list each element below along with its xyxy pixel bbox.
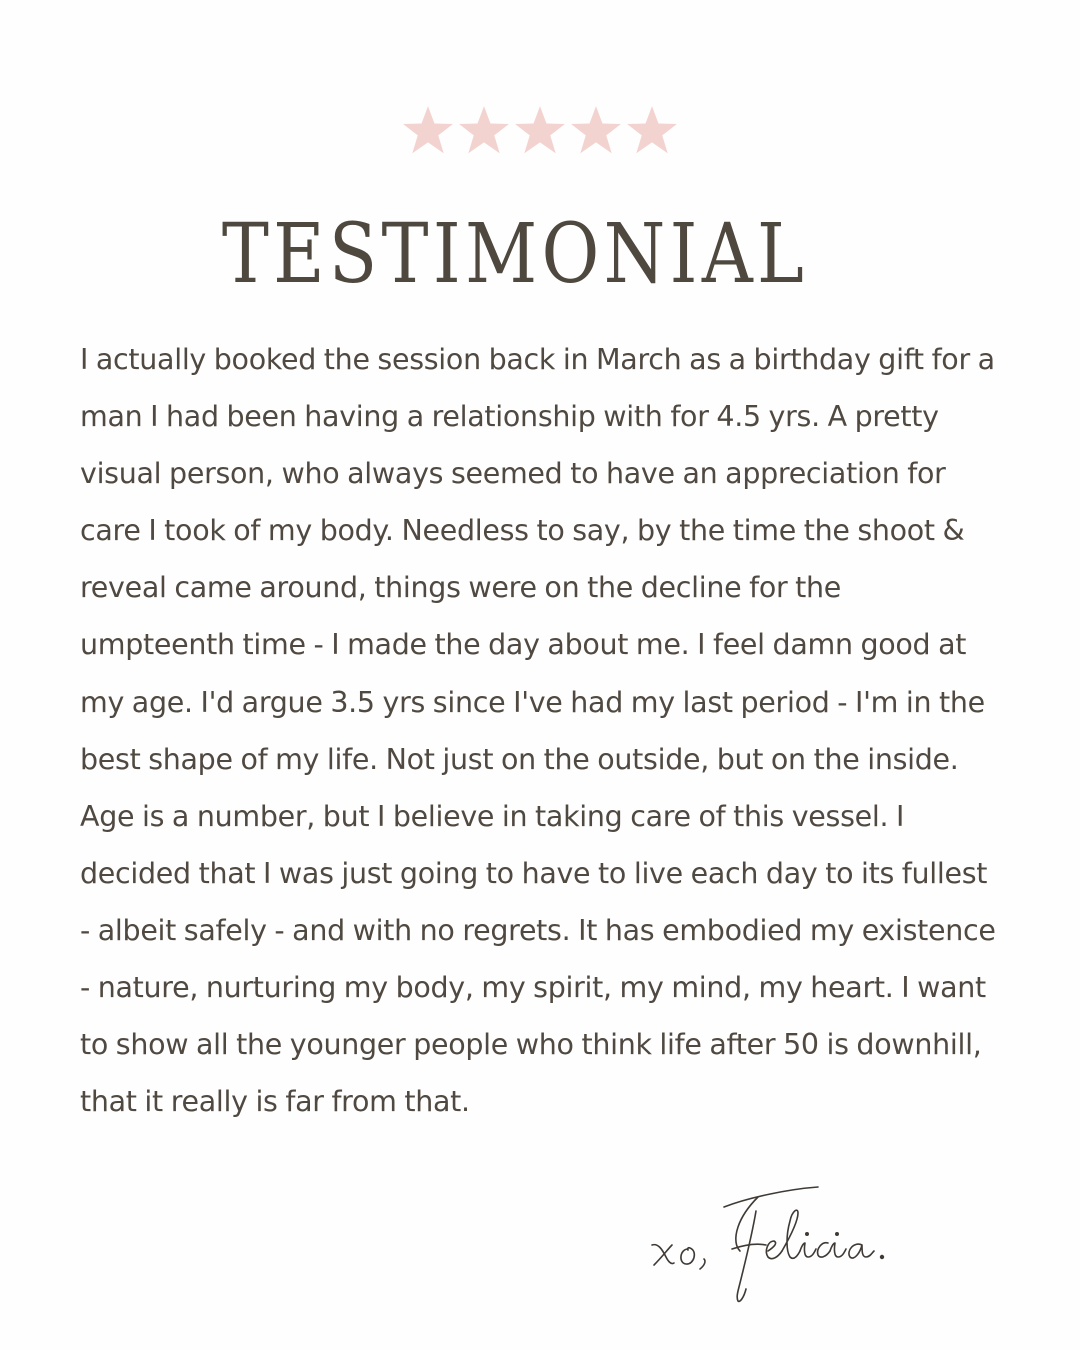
star-icon — [625, 103, 679, 157]
signature-xo-felicia — [640, 1185, 940, 1305]
testimonial-text: I actually booked the session back in March as a birthday gift for a man I had been having a relationship with for 4.5 yrs. A pretty visual person, who always seemed to have an appreciation for care I took of my body. Needless to say, by the time the shoot & reveal came around, things were on the decline for the umpteenth time - I made the day about me. I feel damn good at my age. I'd argue 3.5 yrs since I've had my last period - I'm in the best shape of my life. Not just on the outside, but on the inside. Age is a number, but I believe in taking care of this vessel. I decided that I was just going to have to live each day to its fullest - albeit safely - and with no regrets. It has embodied my existence - nature, nurturing my body, my spirit, my mind, my heart. I want to show all the younger people who think life after 50 is downhill, that it really is far from that. — [80, 343, 996, 1119]
page-title: TESTIMONIAL — [221, 207, 809, 302]
star-icon — [569, 103, 623, 157]
star-icon — [401, 103, 455, 157]
star-icon — [513, 103, 567, 157]
star-rating — [0, 103, 1080, 165]
star-icon — [457, 103, 511, 157]
